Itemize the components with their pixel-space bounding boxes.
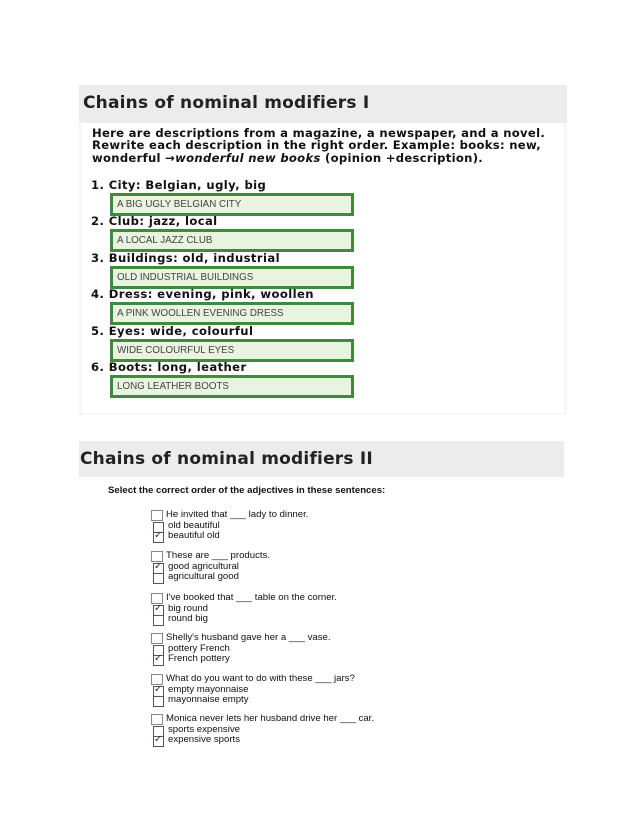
question-text: Monica never lets her husband drive her ___ car. bbox=[166, 713, 374, 724]
example-answer: wonderful new books bbox=[175, 150, 321, 165]
option-label: French pottery bbox=[168, 653, 230, 664]
item-marker-icon bbox=[151, 714, 163, 725]
option-label: big round bbox=[168, 603, 209, 614]
instructions-text: Select the correct order of the adjectives in these sentences: bbox=[108, 485, 386, 496]
option-label: empty mayonnaise bbox=[168, 684, 249, 695]
item-marker-icon bbox=[151, 510, 163, 521]
intro-part-b: (opinion +description). bbox=[320, 150, 484, 165]
question-text: These are ___ products. bbox=[166, 550, 270, 561]
answer-field[interactable]: LONG LEATHER BOOTS bbox=[110, 375, 354, 398]
question-prompt: 6. Boots: long, leather bbox=[91, 360, 247, 374]
option-checkbox[interactable] bbox=[153, 615, 164, 626]
question-text: I've booked that ___ table on the corner. bbox=[166, 592, 337, 603]
option-label: old beautiful bbox=[168, 520, 220, 531]
question-prompt: 4. Dress: evening, pink, woollen bbox=[91, 287, 314, 301]
option-label: round big bbox=[168, 613, 209, 624]
instructions-text bbox=[92, 127, 562, 164]
option-label: mayonnaise empty bbox=[168, 694, 249, 705]
question-text: What do you want to do with these ___ jars? bbox=[166, 673, 355, 684]
option-label: sports expensive bbox=[168, 724, 240, 735]
option-checkbox[interactable] bbox=[153, 532, 164, 543]
option-label: expensive sports bbox=[168, 734, 240, 745]
question-prompt: 5. Eyes: wide, colourful bbox=[91, 324, 254, 338]
option-checkbox[interactable] bbox=[153, 696, 164, 707]
option-checkbox[interactable] bbox=[153, 655, 164, 666]
answer-field[interactable]: WIDE COLOURFUL EYES bbox=[110, 339, 354, 362]
quiz-item bbox=[149, 632, 449, 666]
quiz-item bbox=[149, 550, 449, 584]
panel-1-title: Chains of nominal modifiers I bbox=[83, 93, 370, 113]
option-checkbox[interactable] bbox=[153, 736, 164, 747]
question-prompt: 3. Buildings: old, industrial bbox=[91, 251, 280, 265]
arrow-icon: → bbox=[165, 150, 176, 165]
question-text: Shelly's husband gave her a ___ vase. bbox=[166, 632, 331, 643]
question-text: He invited that ___ lady to dinner. bbox=[166, 509, 309, 520]
answer-field[interactable]: A BIG UGLY BELGIAN CITY bbox=[110, 193, 354, 216]
quiz-item bbox=[149, 673, 449, 707]
exercise-panel-2 bbox=[79, 441, 564, 765]
question-prompt: 2. Club: jazz, local bbox=[91, 214, 218, 228]
question-prompt: 1. City: Belgian, ugly, big bbox=[91, 178, 267, 192]
answer-field[interactable]: A PINK WOOLLEN EVENING DRESS bbox=[110, 302, 354, 325]
option-label: beautiful old bbox=[168, 530, 220, 541]
intro-part-a: Here are descriptions from a magazine, a newspaper, and a novel. Rewrite each description in the right order. Example: books: new, wonderful bbox=[92, 126, 546, 165]
quiz-item bbox=[149, 713, 449, 747]
answer-field[interactable]: A LOCAL JAZZ CLUB bbox=[110, 229, 354, 252]
quiz-item bbox=[149, 509, 449, 543]
option-label: good agricultural bbox=[168, 561, 239, 572]
panel-2-title: Chains of nominal modifiers II bbox=[80, 449, 373, 469]
item-marker-icon bbox=[151, 633, 163, 644]
option-label: pottery French bbox=[168, 643, 230, 654]
answer-field[interactable]: OLD INDUSTRIAL BUILDINGS bbox=[110, 266, 354, 289]
exercise-panel-1 bbox=[79, 85, 567, 415]
quiz-item bbox=[149, 592, 449, 626]
option-label: agricultural good bbox=[168, 571, 239, 582]
option-checkbox[interactable] bbox=[153, 573, 164, 584]
